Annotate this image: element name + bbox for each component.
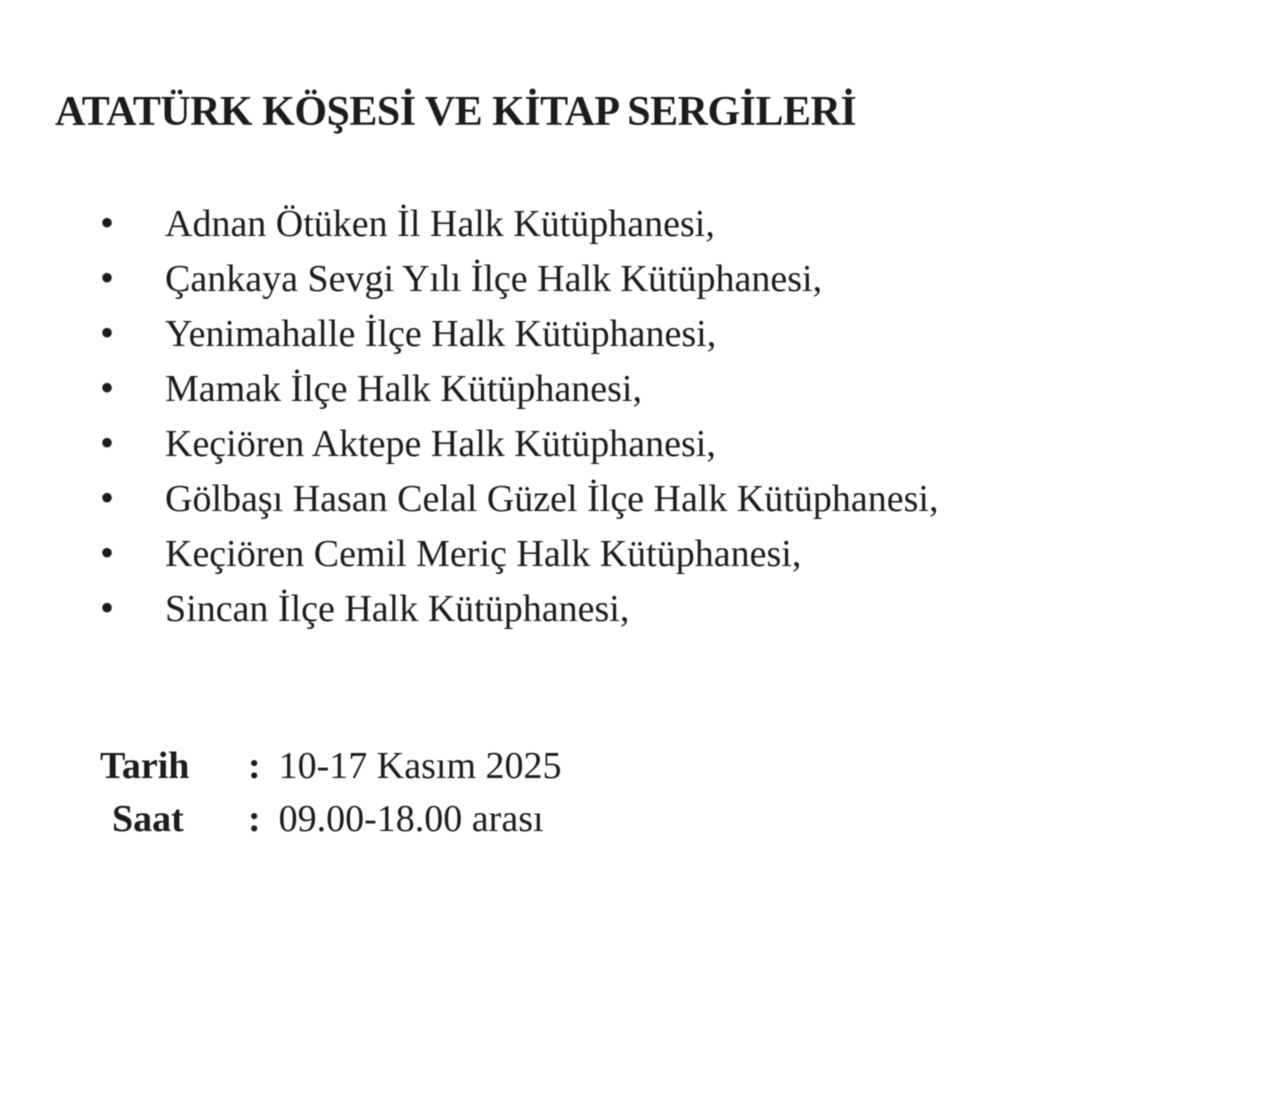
library-name: Çankaya Sevgi Yılı İlçe Halk Kütüphanesi,: [165, 258, 823, 301]
list-item: [100, 581, 1240, 636]
event-details: [100, 740, 1240, 846]
library-list: [55, 196, 1240, 636]
list-item: [100, 416, 1240, 471]
list-item: [100, 526, 1240, 581]
list-item: [100, 306, 1240, 361]
bullet-icon: •: [100, 255, 115, 301]
bullet-icon: •: [100, 420, 115, 466]
date-separator: :: [248, 745, 261, 788]
bullet-icon: •: [100, 365, 115, 411]
time-label: Saat: [112, 798, 184, 841]
library-name: Yenimahalle İlçe Halk Kütüphanesi,: [165, 313, 717, 356]
list-item: [100, 471, 1240, 526]
library-name: Sincan İlçe Halk Kütüphanesi,: [165, 588, 630, 631]
date-value: 10-17 Kasım 2025: [278, 745, 562, 788]
bullet-icon: •: [100, 310, 115, 356]
library-name: Adnan Ötüken İl Halk Kütüphanesi,: [165, 203, 715, 246]
detail-row-time: [100, 793, 1240, 846]
date-label: Tarih: [100, 745, 190, 788]
library-name: Gölbaşı Hasan Celal Güzel İlçe Halk Kütüphanesi,: [165, 478, 939, 521]
library-name: Keçiören Aktepe Halk Kütüphanesi,: [165, 423, 716, 466]
time-value: 09.00-18.00 arası: [278, 798, 544, 841]
bullet-icon: •: [100, 475, 115, 521]
page-title: ATATÜRK KÖŞESİ VE KİTAP SERGİLERİ: [55, 89, 857, 135]
library-name: Mamak İlçe Halk Kütüphanesi,: [165, 368, 642, 411]
bullet-icon: •: [100, 530, 115, 576]
list-item: [100, 361, 1240, 416]
time-separator: :: [248, 798, 261, 841]
detail-row-date: [100, 740, 1240, 793]
bullet-icon: •: [100, 585, 115, 631]
library-name: Keçiören Cemil Meriç Halk Kütüphanesi,: [165, 533, 802, 576]
bullet-icon: •: [100, 200, 115, 246]
list-item: [100, 251, 1240, 306]
list-item: [100, 196, 1240, 251]
